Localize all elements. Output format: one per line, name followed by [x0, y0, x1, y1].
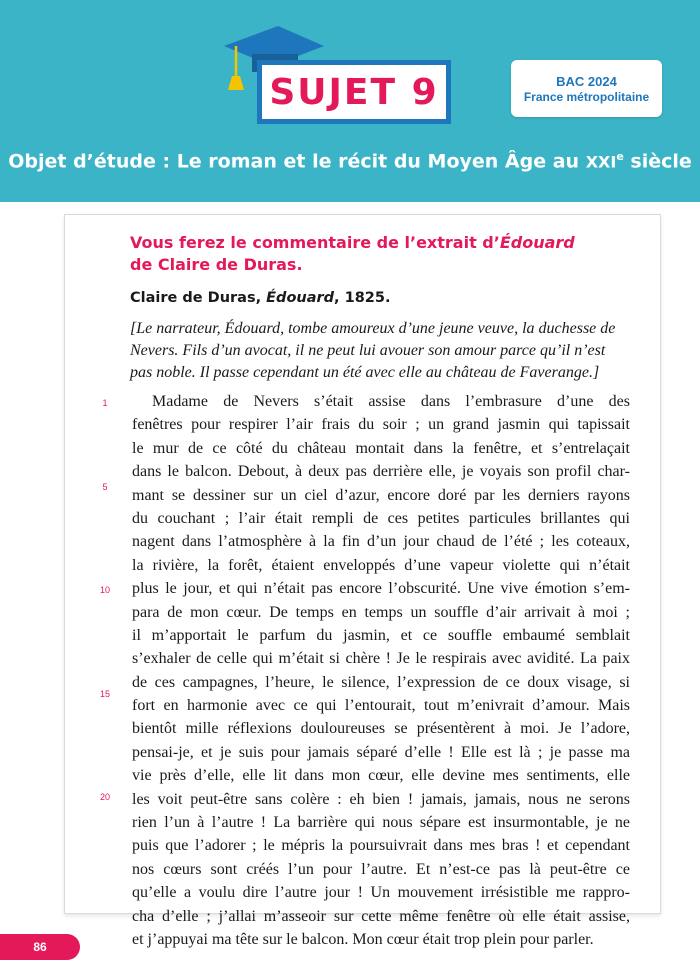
line-number: 1: [102, 398, 108, 408]
exam-region: France métropolitaine: [523, 89, 650, 104]
subject-badge: [257, 60, 451, 124]
text-line: plus le jour, et qui n’était pas encore l’obscurité. Une vive émotion s’em-: [132, 580, 630, 598]
study-object-text-end: siècle: [623, 150, 692, 173]
text-line: s’exhaler de celle qui m’était si chère ! Je le respirais avec avidité. La paix: [132, 650, 630, 668]
text-line: la rivière, la forêt, étaient enveloppés d’une vapeur violette qui n’était: [132, 556, 630, 574]
study-object-century: XXI: [585, 152, 617, 172]
line-number: 10: [99, 585, 110, 595]
source-author: Claire de Duras,: [130, 290, 267, 306]
study-object-text: Objet d’étude : Le roman et le récit du Moyen Âge au: [8, 150, 586, 173]
text-line: mant se dessiner sur un ciel d’azur, encore doré par les derniers rayons: [132, 486, 630, 504]
study-object-heading: [0, 150, 700, 172]
line-number: 15: [99, 689, 110, 699]
text-line: fenêtres pour respirer l’air frais du soir ; un grand jasmin qui tapissait: [132, 416, 630, 434]
text-line: puis que l’adorer ; le mépris la poursuivrait dans mes bras ! et cependant: [132, 837, 630, 855]
line-number: 20: [99, 792, 110, 802]
text-line: les voit peut-être sans colère : eh bien ! jamais, jamais, nous ne serons: [132, 790, 630, 808]
text-line: vie près d’elle, elle lit dans mon cœur, elle devine mes sentiments, elle: [132, 767, 630, 785]
instruction-work-title: Édouard: [499, 233, 575, 252]
text-line: nagent dans l’atmosphère à la fin d’un jour chaud de l’été ; les coteaux,: [132, 533, 630, 551]
source-reference: [130, 290, 630, 306]
text-line: cha d’elle ; j’allai m’asseoir sur cette même fenêtre où elle était assise,: [132, 907, 630, 925]
line-number: 5: [102, 482, 108, 492]
subject-title: SUJET 9: [269, 71, 439, 113]
exam-year: BAC 2024: [556, 73, 617, 89]
text-line: Madame de Nevers s’était assise dans l’embrasure d’une des: [152, 393, 630, 410]
page-number: 86: [0, 934, 80, 960]
text-line: du couchant ; l’air était rempli de ces petites particules brillantes qui: [132, 509, 630, 527]
study-object-century-sup: e: [616, 150, 624, 163]
context-intro: [Le narrateur, Édouard, tombe amoureux d’une jeune veuve, la duchesse de Nevers. Fils d’un avocat, il ne peut lui avouer son amour parce qu’il n’est pas noble. Il passe cependant un été avec elle au château de Faverange.]: [130, 320, 616, 381]
text-line: de ces campagnes, l’heure, le silence, l’expression de ce doux visage, si: [132, 673, 630, 691]
exam-badge: [511, 60, 662, 117]
text-line: il m’apportait le parfum du jasmin, et ce souffle embaumé semblait: [132, 626, 630, 644]
excerpt-text: [132, 390, 630, 951]
text-line: para de mon cœur. De temps en temps un souffle d’air arrivait à moi ;: [132, 603, 630, 621]
text-line: qu’elle a voulu dire l’autre jour ! Un mouvement irrésistible me rappro-: [132, 884, 630, 902]
instruction-line-2: de Claire de Duras.: [130, 255, 303, 274]
text-line: dans le balcon. Debout, à deux pas derrière elle, je voyais son profil char-: [132, 463, 630, 481]
instruction-prefix: Vous ferez le commentaire de l’extrait d’: [130, 233, 500, 252]
source-title: Édouard: [266, 290, 335, 306]
text-line: pensai-je, et je suis pour jamais séparé d’elle ! Elle est là ; je passe ma: [132, 743, 630, 761]
source-year: , 1825.: [334, 290, 391, 306]
instruction: [130, 232, 630, 276]
text-line: le mur de ce côté du château montait dans la fenêtre, et s’entrelaçait: [132, 439, 630, 457]
text-line: et j’appuyai ma tête sur le balcon. Mon cœur était trop plein pour parler.: [132, 930, 594, 948]
text-line: nos cœurs sont créés l’un pour l’autre. Et n’est-ce pas là peut-être ce: [132, 860, 630, 878]
text-line: rien l’un à l’autre ! La barrière qui nous sépare est insurmontable, je ne: [132, 814, 630, 832]
text-line: bientôt mille réflexions douloureuses se présentèrent à moi. Je l’adore,: [132, 720, 630, 738]
text-line: fort en harmonie avec ce qui l’entourait, tout m’enivrait d’amour. Mais: [132, 697, 630, 715]
